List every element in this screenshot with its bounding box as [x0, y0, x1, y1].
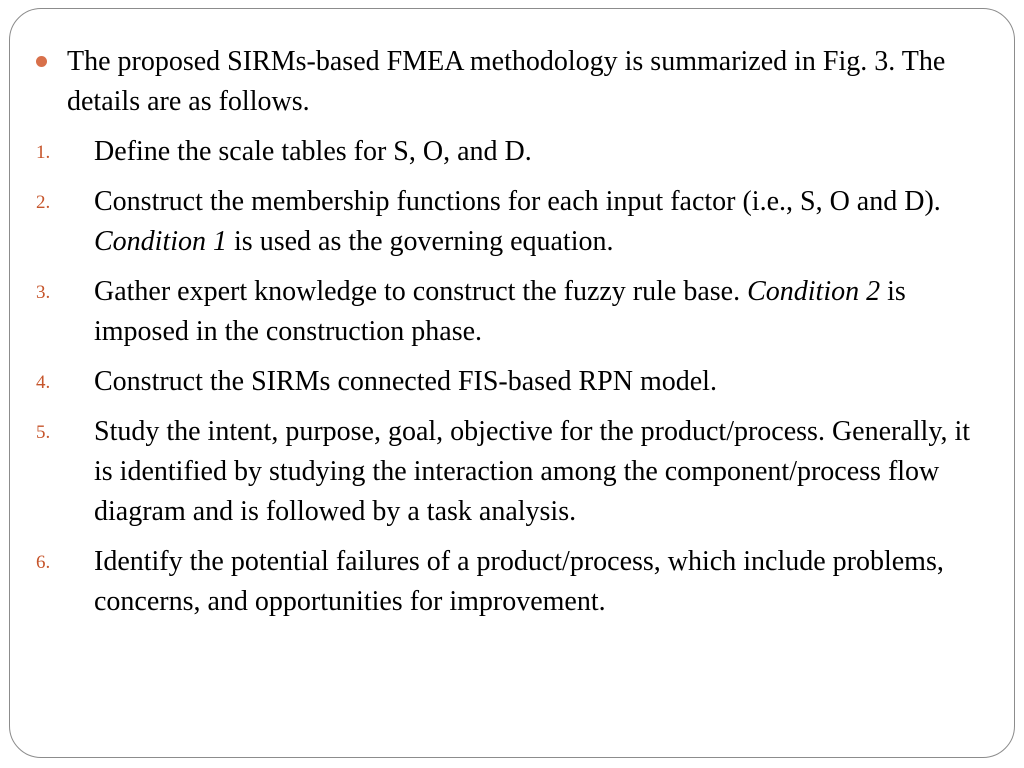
step-number: 2. [36, 192, 51, 213]
step-text: Define the scale tables for S, O, and D. [94, 136, 532, 167]
step-italic-term: Condition 2 [747, 276, 881, 307]
step-text: Construct the SIRMs connected FIS-based RPN model. [94, 366, 717, 397]
list-item [0, 272, 1024, 352]
list-item [0, 412, 1024, 532]
step-number: 3. [36, 282, 51, 303]
step-number: 1. [36, 142, 51, 163]
step-text: Gather expert knowledge to construct the fuzzy rule base. Condition 2 is imposed in the construction phase. [94, 276, 906, 347]
step-text: Study the intent, purpose, goal, objective for the product/process. Generally, it is identified by studying the interaction among the component/process flow diagram and is followed by a task analysis. [94, 416, 971, 527]
bullet-icon [36, 56, 47, 67]
step-italic-term: Condition 1 [94, 226, 228, 257]
steps-list [0, 132, 1024, 632]
step-text: Construct the membership functions for each input factor (i.e., S, O and D). Condition 1 is used as the governing equation. [94, 186, 941, 257]
list-item [0, 132, 1024, 172]
step-text: Identify the potential failures of a product/process, which include problems, concerns, and opportunities for improvement. [94, 546, 944, 617]
list-item [0, 542, 1024, 622]
step-number: 6. [36, 552, 51, 573]
step-number: 4. [36, 372, 51, 393]
step-number: 5. [36, 422, 51, 443]
list-item [0, 362, 1024, 402]
list-item [0, 182, 1024, 262]
intro-text: The proposed SIRMs-based FMEA methodology is summarized in Fig. 3. The details are as follows. [67, 46, 946, 117]
